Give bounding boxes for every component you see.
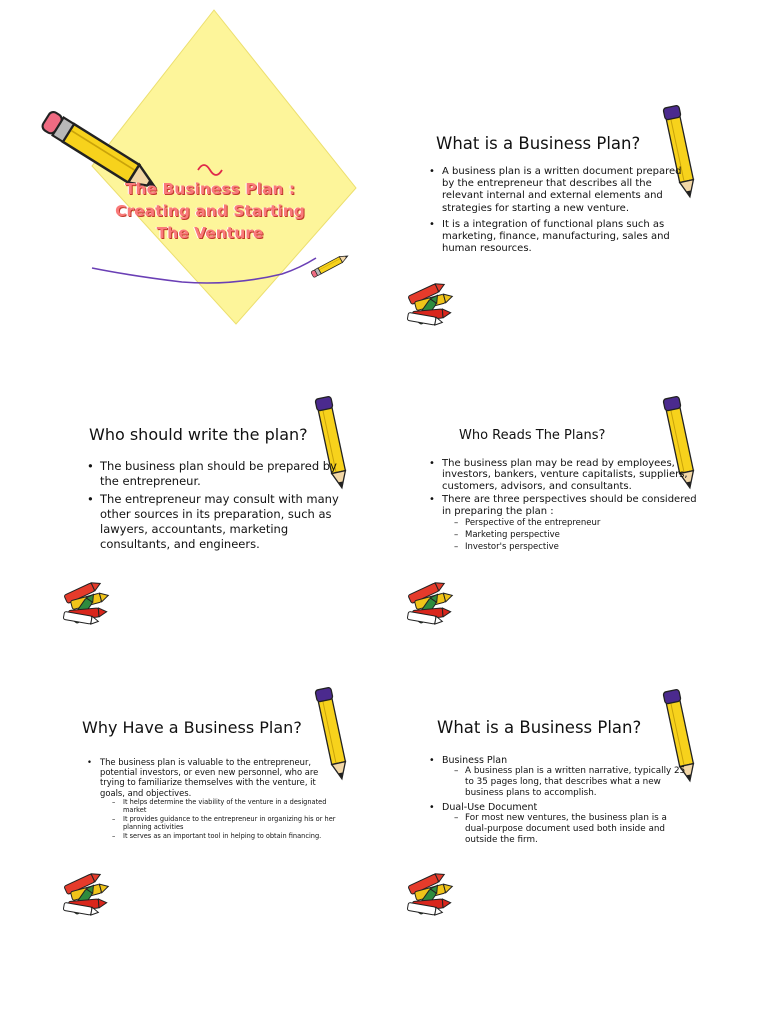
- list-item-text: Business Plan: [442, 755, 508, 766]
- bullet-list: [428, 755, 690, 849]
- slide-what-is-business-plan-2: [384, 682, 768, 1023]
- crayon-bundle-icon: [407, 870, 453, 916]
- list-item: • The entrepreneur may consult with many other sources in its preparation, such as lawyers, accountants, marketing consultants, and engineers.: [86, 492, 342, 552]
- list-item: [428, 494, 698, 553]
- list-item: • The business plan may be read by employees, investors, bankers, venture capitalists, suppliers, customers, advisors, and consultants.: [428, 458, 698, 492]
- sub-list-item: – Marketing perspective: [454, 529, 698, 541]
- slide-why-have-plan: [0, 682, 384, 1023]
- title-line: The Venture: [156, 224, 264, 242]
- list-item-text: The business plan is valuable to the entrepreneur, potential investors, or even new personnel, who are trying to familiarize themselves with the venture, it goals, and objectives.: [100, 757, 319, 798]
- sub-list-item: – For most new ventures, the business plan is a dual-purpose document used both inside and outside the firm.: [454, 813, 690, 846]
- crayon-bundle-icon: [63, 870, 109, 916]
- crayon-bundle-icon: [407, 579, 453, 625]
- list-item: • A business plan is a written document prepared by the entrepreneur that describes all the relevant internal and external elements and strategies for starting a new venture.: [428, 166, 690, 215]
- bullet-list: [86, 757, 340, 841]
- title-slide-background: [0, 0, 384, 341]
- list-item-text: Dual-Use Document: [442, 802, 538, 814]
- list-item: [86, 757, 340, 840]
- bullet-list: [428, 166, 690, 259]
- sub-list-item: – It serves as an important tool in helping to obtain financing.: [112, 832, 340, 840]
- presentation-title: [110, 178, 310, 244]
- slide-what-is-business-plan: [384, 0, 768, 341]
- slide-who-reads: [384, 341, 768, 682]
- sub-list: [100, 798, 340, 840]
- pencil-icon: [311, 253, 350, 278]
- sub-list: [442, 517, 698, 553]
- sub-list: [442, 813, 690, 846]
- slide-title: Who should write the plan?: [89, 425, 308, 444]
- crayon-bundle-icon: [407, 280, 453, 326]
- slide-title: What is a Business Plan?: [436, 134, 641, 153]
- list-item: [428, 755, 690, 799]
- title-slide: [0, 0, 384, 341]
- title-line: The Business Plan :: [124, 180, 296, 198]
- slide-who-should-write: [0, 341, 384, 682]
- sub-list-item: – Perspective of the entrepreneur: [454, 517, 698, 529]
- crayon-bundle-icon: [63, 579, 109, 625]
- list-item: • It is a integration of functional plans such as marketing, finance, manufacturing, sales and human resources.: [428, 219, 690, 256]
- sub-list-item: – It helps determine the viability of the venture in a designated market: [112, 798, 340, 814]
- list-item-text: There are three perspectives should be considered in preparing the plan :: [442, 494, 697, 517]
- sub-list: [442, 766, 690, 799]
- bullet-list: [86, 459, 342, 555]
- slide-title: Who Reads The Plans?: [459, 428, 606, 443]
- sub-list-item: – It provides guidance to the entrepreneur in organizing his or her planning activities: [112, 815, 340, 831]
- sub-list-item: – Investor's perspective: [454, 541, 698, 553]
- slide-title: What is a Business Plan?: [437, 718, 642, 737]
- slide-title: Why Have a Business Plan?: [82, 718, 302, 737]
- bullet-list: [428, 458, 698, 555]
- sub-list-item: – A business plan is a written narrative, typically 25 to 35 pages long, that describes what a new business plans to accomplish.: [454, 766, 690, 799]
- list-item: • The business plan should be prepared by the entrepreneur.: [86, 459, 342, 489]
- list-item: [428, 802, 690, 846]
- title-line: Creating and Starting: [115, 202, 305, 220]
